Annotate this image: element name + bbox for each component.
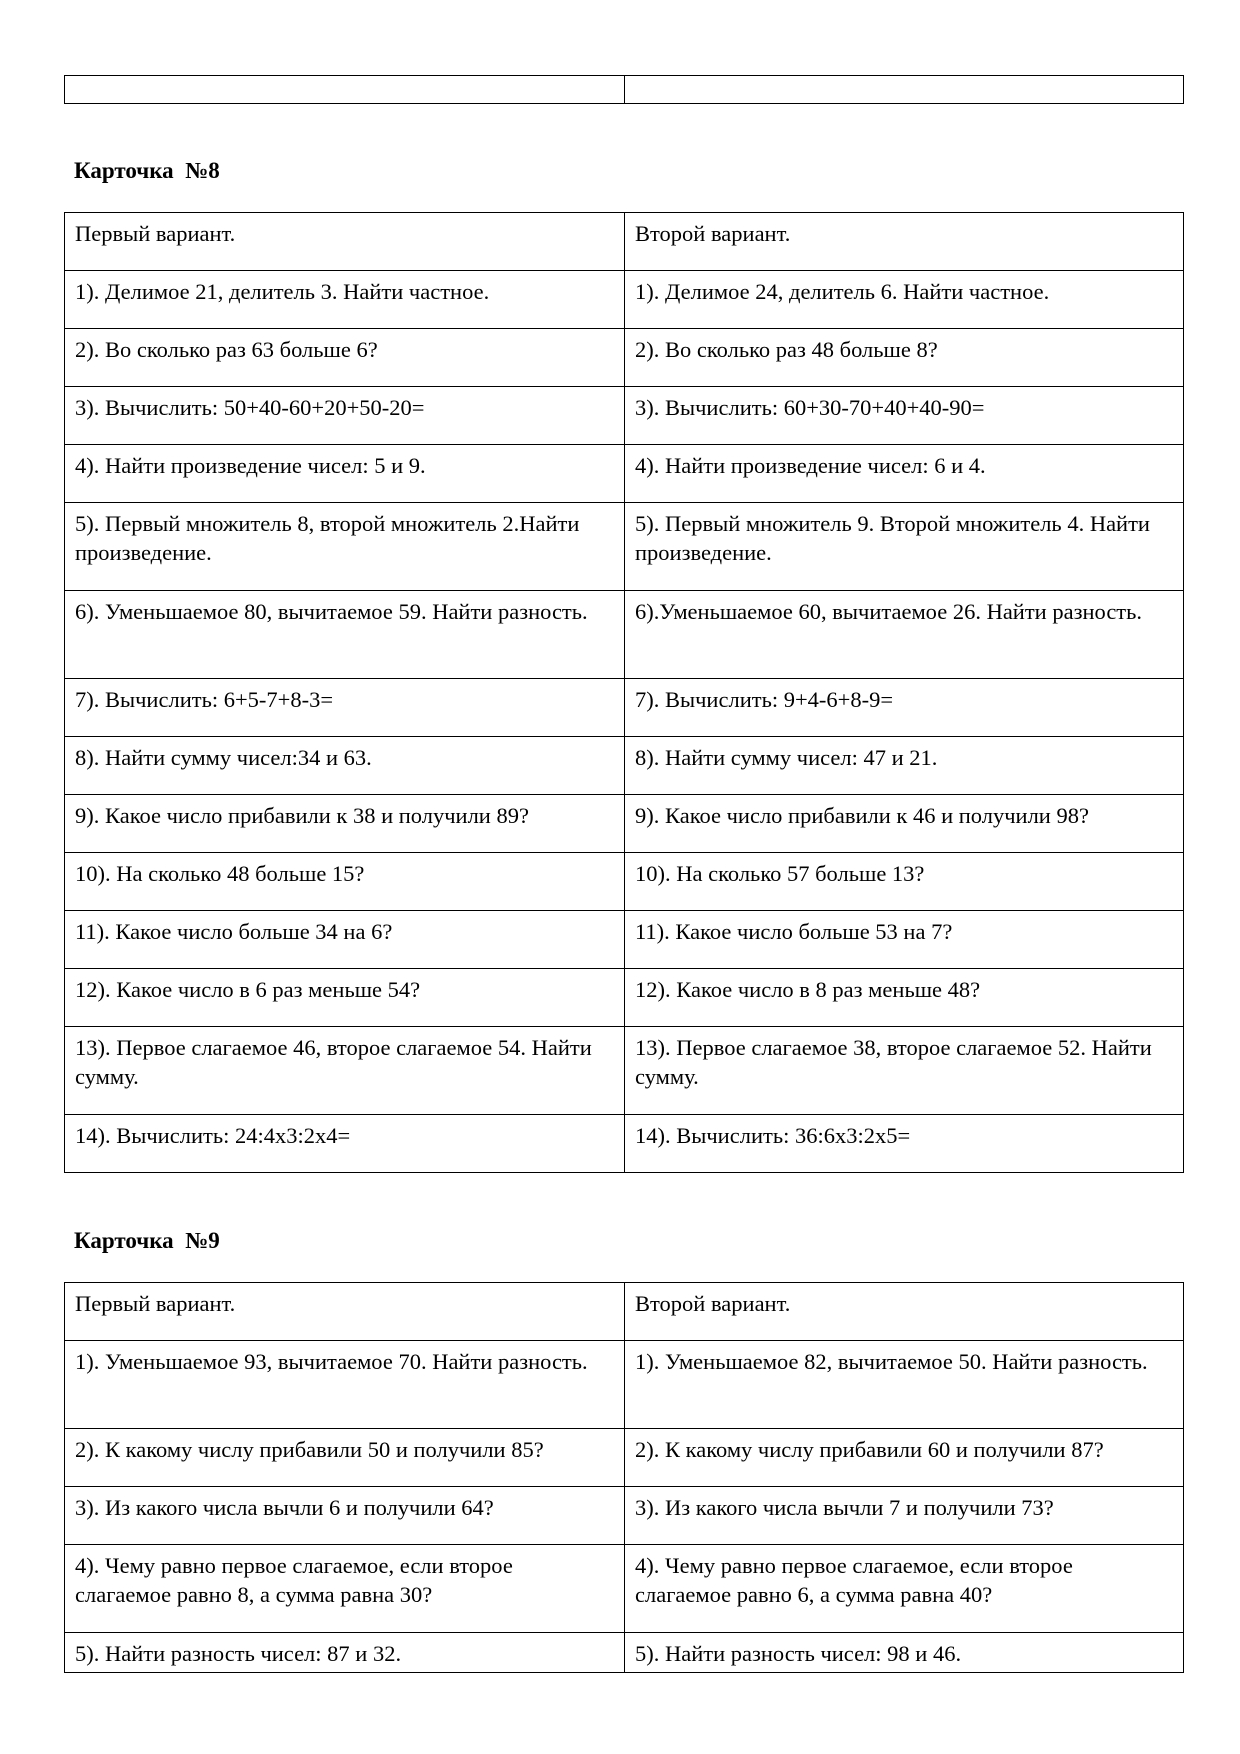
- task-variant-1: 11). Какое число больше 34 на 6?: [65, 911, 625, 969]
- task-variant-1: 1). Делимое 21, делитель 3. Найти частное.: [65, 271, 625, 329]
- task-variant-1: 5). Первый множитель 8, второй множитель 2.Найти произведение.: [65, 503, 625, 591]
- table-row: [65, 679, 1184, 737]
- table-cell-variant-1: [65, 76, 625, 104]
- variant-1-header: Первый вариант.: [65, 213, 625, 271]
- task-variant-1: 10). На сколько 48 больше 15?: [65, 853, 625, 911]
- task-variant-2: 9). Какое число прибавили к 46 и получили 98?: [625, 795, 1184, 853]
- task-variant-2: 5). Первый множитель 9. Второй множитель 4. Найти произведение.: [625, 503, 1184, 591]
- task-variant-1: 5). Найти разность чисел: 87 и 32.: [65, 1633, 625, 1673]
- task-variant-2: 1). Делимое 24, делитель 6. Найти частное.: [625, 271, 1184, 329]
- task-variant-1: 1). Уменьшаемое 93, вычитаемое 70. Найти разность.: [65, 1341, 625, 1429]
- task-variant-2: 12). Какое число в 8 раз меньше 48?: [625, 969, 1184, 1027]
- task-variant-2: 14). Вычислить: 36:6х3:2х5=: [625, 1115, 1184, 1173]
- table-row: [65, 1633, 1184, 1673]
- table-header-row: [65, 213, 1184, 271]
- task-variant-1: 8). Найти сумму чисел:34 и 63.: [65, 737, 625, 795]
- table-row: [65, 1341, 1184, 1429]
- table-row: [65, 1545, 1184, 1633]
- task-variant-1: 4). Чему равно первое слагаемое, если второе слагаемое равно 8, а сумма равна 30?: [65, 1545, 625, 1633]
- table-row: [65, 1027, 1184, 1115]
- table-row: [65, 911, 1184, 969]
- task-variant-1: 4). Найти произведение чисел: 5 и 9.: [65, 445, 625, 503]
- task-variant-1: 2). Во сколько раз 63 больше 6?: [65, 329, 625, 387]
- task-variant-1: 9). Какое число прибавили к 38 и получили 89?: [65, 795, 625, 853]
- task-variant-2: 3). Вычислить: 60+30-70+40+40-90=: [625, 387, 1184, 445]
- table-row: [65, 737, 1184, 795]
- task-variant-1: 12). Какое число в 6 раз меньше 54?: [65, 969, 625, 1027]
- table-row: [65, 503, 1184, 591]
- table-row: [65, 591, 1184, 679]
- task-variant-1: 13). Первое слагаемое 46, второе слагаемое 54. Найти сумму.: [65, 1027, 625, 1115]
- task-variant-1: 3). Из какого числа вычли 6 и получили 64?: [65, 1487, 625, 1545]
- task-variant-2: 7). Вычислить: 9+4-6+8-9=: [625, 679, 1184, 737]
- card-9-table: [64, 1282, 1184, 1673]
- table-row: [65, 445, 1184, 503]
- card-9-title: Карточка №9: [74, 1228, 220, 1253]
- table-header-row: [65, 1283, 1184, 1341]
- table-cell-variant-2: [625, 76, 1184, 104]
- variant-2-header: Второй вариант.: [625, 213, 1184, 271]
- variant-1-header: Первый вариант.: [65, 1283, 625, 1341]
- table-row: [65, 271, 1184, 329]
- previous-card-table-fragment: [64, 75, 1184, 104]
- task-variant-2: 6).Уменьшаемое 60, вычитаемое 26. Найти разность.: [625, 591, 1184, 679]
- table-row: [65, 795, 1184, 853]
- table-row: [65, 387, 1184, 445]
- task-variant-2: 10). На сколько 57 больше 13?: [625, 853, 1184, 911]
- task-variant-2: 2). Во сколько раз 48 больше 8?: [625, 329, 1184, 387]
- table-row: [65, 853, 1184, 911]
- task-variant-1: 2). К какому числу прибавили 50 и получили 85?: [65, 1429, 625, 1487]
- card-8-title: Карточка №8: [74, 158, 220, 183]
- task-variant-2: 5). Найти разность чисел: 98 и 46.: [625, 1633, 1184, 1673]
- task-variant-2: 3). Из какого числа вычли 7 и получили 73?: [625, 1487, 1184, 1545]
- task-variant-2: 1). Уменьшаемое 82, вычитаемое 50. Найти разность.: [625, 1341, 1184, 1429]
- task-variant-1: 7). Вычислить: 6+5-7+8-3=: [65, 679, 625, 737]
- task-variant-2: 4). Чему равно первое слагаемое, если второе слагаемое равно 6, а сумма равна 40?: [625, 1545, 1184, 1633]
- table-row: [65, 969, 1184, 1027]
- task-variant-2: 2). К какому числу прибавили 60 и получили 87?: [625, 1429, 1184, 1487]
- task-variant-2: 11). Какое число больше 53 на 7?: [625, 911, 1184, 969]
- task-variant-1: 14). Вычислить: 24:4х3:2х4=: [65, 1115, 625, 1173]
- task-variant-2: 13). Первое слагаемое 38, второе слагаемое 52. Найти сумму.: [625, 1027, 1184, 1115]
- task-variant-1: 6). Уменьшаемое 80, вычитаемое 59. Найти разность.: [65, 591, 625, 679]
- variant-2-header: Второй вариант.: [625, 1283, 1184, 1341]
- table-row: [65, 76, 1184, 104]
- table-row: [65, 1115, 1184, 1173]
- task-variant-2: 8). Найти сумму чисел: 47 и 21.: [625, 737, 1184, 795]
- table-row: [65, 1429, 1184, 1487]
- table-row: [65, 329, 1184, 387]
- task-variant-2: 4). Найти произведение чисел: 6 и 4.: [625, 445, 1184, 503]
- table-row: [65, 1487, 1184, 1545]
- card-8-table: [64, 212, 1184, 1173]
- task-variant-1: 3). Вычислить: 50+40-60+20+50-20=: [65, 387, 625, 445]
